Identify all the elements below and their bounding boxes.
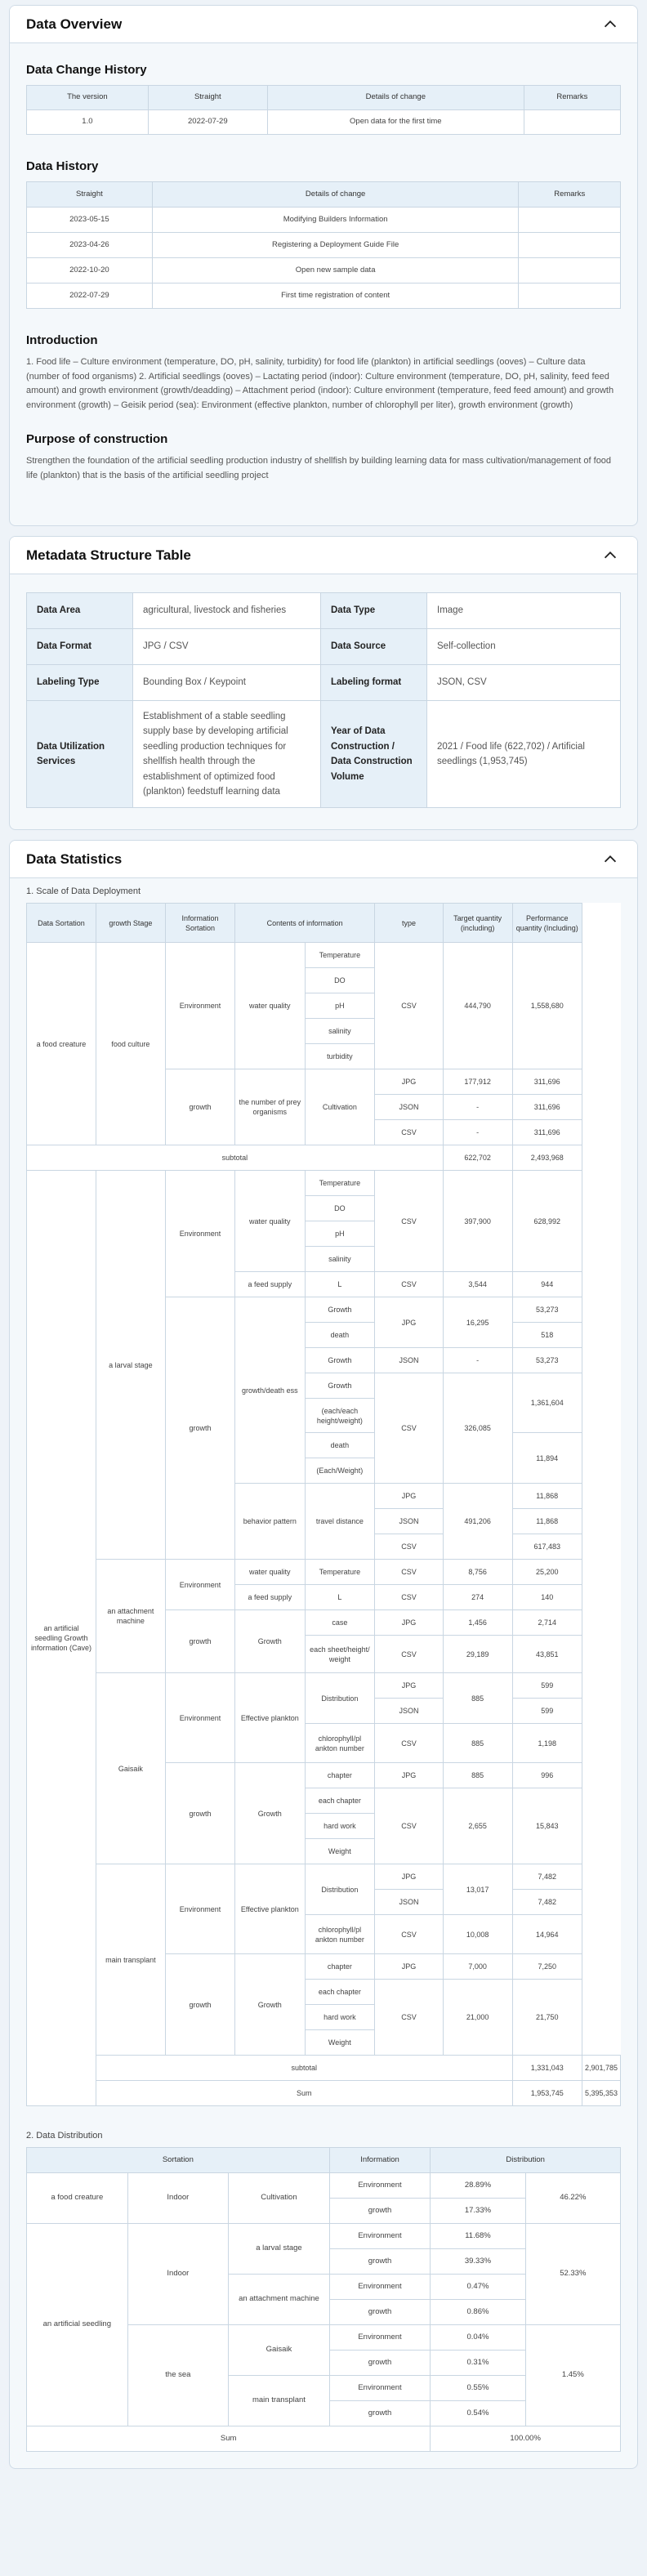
- section-title: Data Overview: [26, 16, 123, 32]
- cell: 599: [512, 1699, 582, 1724]
- cell: growth: [165, 1954, 234, 2056]
- cell: Indoor: [127, 2173, 229, 2224]
- cell: JPG: [375, 1673, 444, 1699]
- cell: food culture: [96, 943, 165, 1145]
- column-header: Details of change: [267, 86, 524, 110]
- cell: 2023-04-26: [27, 233, 153, 258]
- cell: CSV: [375, 1980, 444, 2056]
- cell: L: [305, 1272, 375, 1297]
- cell: JSON: [375, 1890, 444, 1915]
- cell: each chapter: [305, 1980, 375, 2005]
- cell: CSV: [375, 943, 444, 1069]
- subtotal-label: subtotal: [27, 1145, 444, 1171]
- year-value: 2021 / Food life (622,702) / Artificial seedlings (1,953,745): [427, 701, 621, 808]
- cell: JPG: [375, 1954, 444, 1980]
- cell: 885: [443, 1724, 512, 1763]
- cell: main transplant: [96, 1864, 165, 2056]
- cell: a feed supply: [235, 1585, 305, 1610]
- cell: 2,714: [512, 1610, 582, 1636]
- cell: Cultivation: [305, 1069, 375, 1145]
- cell: 397,900: [443, 1171, 512, 1272]
- data-format-label: Data Format: [27, 629, 133, 665]
- cell: 7,482: [512, 1890, 582, 1915]
- data-format-value: JPG / CSV: [133, 629, 321, 665]
- cell: 1.0: [27, 110, 149, 135]
- cell: case: [305, 1610, 375, 1636]
- cell: 2022-10-20: [27, 258, 153, 283]
- scale-caption: 1. Scale of Data Deployment: [26, 886, 141, 897]
- cell: 53,273: [512, 1348, 582, 1373]
- cell: 15,843: [512, 1788, 582, 1864]
- introduction-heading: Introduction: [26, 333, 98, 347]
- cell: [519, 258, 621, 283]
- cell: 52.33%: [525, 2224, 620, 2325]
- cell: water quality: [235, 1171, 305, 1272]
- cell: 11.68%: [431, 2224, 525, 2249]
- cell: JPG: [375, 1484, 444, 1509]
- cell: 2,901,785: [582, 2056, 620, 2081]
- cell: JPG: [375, 1763, 444, 1788]
- cell: Weight: [305, 2030, 375, 2056]
- cell: Environment: [165, 943, 234, 1069]
- cell: Effective plankton: [235, 1864, 305, 1954]
- cell: chapter: [305, 1954, 375, 1980]
- cell: JPG: [375, 1297, 444, 1348]
- cell: 2,655: [443, 1788, 512, 1864]
- cell: 177,912: [443, 1069, 512, 1095]
- column-header: type: [375, 904, 444, 943]
- cell: 326,085: [443, 1373, 512, 1484]
- cell: pH: [305, 993, 375, 1019]
- cell: growth: [329, 2249, 431, 2275]
- column-header: The version: [27, 86, 149, 110]
- cell: chapter: [305, 1763, 375, 1788]
- cell: 10,008: [443, 1915, 512, 1954]
- sum-label: Sum: [27, 2426, 431, 2452]
- cell: 0.54%: [431, 2401, 525, 2426]
- cell: JSON: [375, 1509, 444, 1534]
- cell: JSON: [375, 1348, 444, 1373]
- cell: 1,331,043: [512, 2056, 582, 2081]
- cell: 0.55%: [431, 2376, 525, 2401]
- cell: CSV: [375, 1788, 444, 1864]
- cell: 311,696: [512, 1069, 582, 1095]
- data-overview-header[interactable]: [10, 6, 637, 43]
- cell: JSON: [375, 1699, 444, 1724]
- cell: Registering a Deployment Guide File: [152, 233, 519, 258]
- cell: (Each/Weight): [305, 1458, 375, 1484]
- utilization-value: Establishment of a stable seedling supply base by developing artificial seedling production techniques for shellfish health through the establishment of optimized food (plankton) feedstuff learning data: [133, 701, 321, 808]
- cell: growth: [329, 2199, 431, 2224]
- cell: 944: [512, 1272, 582, 1297]
- cell: (each/each height/weight): [305, 1399, 375, 1433]
- cell: 25,200: [512, 1560, 582, 1585]
- labeling-type-label: Labeling Type: [27, 665, 133, 701]
- cell: Gaisaik: [96, 1673, 165, 1864]
- cell: 996: [512, 1763, 582, 1788]
- cell: CSV: [375, 1915, 444, 1954]
- cell: Environment: [329, 2173, 431, 2199]
- sum-label: Sum: [96, 2081, 512, 2106]
- cell: Gaisaik: [229, 2325, 330, 2376]
- cell: 5,395,353: [582, 2081, 620, 2106]
- cell: 0.47%: [431, 2275, 525, 2300]
- cell: 311,696: [512, 1095, 582, 1120]
- cell: 2,493,968: [512, 1145, 582, 1171]
- cell: 491,206: [443, 1484, 512, 1560]
- labeling-type-value: Bounding Box / Keypoint: [133, 665, 321, 701]
- column-header: Remarks: [519, 182, 621, 208]
- year-label: Year of Data Construction / Data Construction Volume: [321, 701, 427, 808]
- cell: CSV: [375, 1636, 444, 1673]
- cell: water quality: [235, 1560, 305, 1585]
- cell: each sheet/height/ weight: [305, 1636, 375, 1673]
- cell: 100.00%: [431, 2426, 621, 2452]
- cell: 7,250: [512, 1954, 582, 1980]
- data-area-value: agricultural, livestock and fisheries: [133, 593, 321, 629]
- data-overview-card: [9, 5, 638, 526]
- cell: 518: [512, 1323, 582, 1348]
- cell: growth: [165, 1763, 234, 1864]
- scale-table: [26, 903, 621, 2106]
- labeling-format-label: Labeling format: [321, 665, 427, 701]
- change-history-table: [26, 85, 621, 135]
- cell: 274: [443, 1585, 512, 1610]
- cell: -: [443, 1348, 512, 1373]
- cell: [519, 208, 621, 233]
- cell: hard work: [305, 2005, 375, 2030]
- column-header: Data Sortation: [27, 904, 96, 943]
- cell: death: [305, 1323, 375, 1348]
- cell: death: [305, 1433, 375, 1458]
- cell: 140: [512, 1585, 582, 1610]
- column-header: Distribution: [431, 2148, 621, 2173]
- cell: Indoor: [127, 2224, 229, 2325]
- cell: an artificial seedling Growth information (Cave): [27, 1171, 96, 2106]
- cell: 1,456: [443, 1610, 512, 1636]
- table-row: [27, 110, 621, 135]
- cell: CSV: [375, 1373, 444, 1484]
- subtotal-label: subtotal: [96, 2056, 512, 2081]
- table-row: [27, 233, 621, 258]
- cell: CSV: [375, 1120, 444, 1145]
- data-source-value: Self-collection: [427, 629, 621, 665]
- cell: 29,189: [443, 1636, 512, 1673]
- cell: a feed supply: [235, 1272, 305, 1297]
- data-type-value: Image: [427, 593, 621, 629]
- metadata-card: [9, 536, 638, 830]
- cell: an attachment machine: [96, 1560, 165, 1673]
- table-row: [27, 208, 621, 233]
- cell: water quality: [235, 943, 305, 1069]
- cell: 1,558,680: [512, 943, 582, 1069]
- cell: 2023-05-15: [27, 208, 153, 233]
- metadata-header[interactable]: [10, 537, 637, 574]
- history-table: [26, 181, 621, 309]
- cell: Temperature: [305, 943, 375, 968]
- cell: 628,992: [512, 1171, 582, 1272]
- cell: Environment: [165, 1673, 234, 1763]
- cell: Effective plankton: [235, 1673, 305, 1763]
- cell: CSV: [375, 1560, 444, 1585]
- cell: L: [305, 1585, 375, 1610]
- cell: Environment: [165, 1560, 234, 1610]
- cell: CSV: [375, 1724, 444, 1763]
- cell: [519, 233, 621, 258]
- cell: 7,000: [443, 1954, 512, 1980]
- cell: 2022-07-29: [27, 283, 153, 309]
- cell: growth: [165, 1297, 234, 1560]
- cell: growth: [165, 1610, 234, 1673]
- cell: Growth: [235, 1763, 305, 1864]
- cell: Growth: [235, 1610, 305, 1673]
- cell: 11,868: [512, 1484, 582, 1509]
- cell: Growth: [305, 1373, 375, 1399]
- chevron-up-icon[interactable]: [601, 16, 619, 33]
- table-row: [27, 283, 621, 309]
- cell: Environment: [165, 1171, 234, 1297]
- cell: chlorophyll/pl ankton number: [305, 1724, 375, 1763]
- cell: [524, 110, 620, 135]
- column-header: Contents of information: [235, 904, 375, 943]
- cell: an attachment machine: [229, 2275, 330, 2325]
- cell: 16,295: [443, 1297, 512, 1348]
- cell: 39.33%: [431, 2249, 525, 2275]
- cell: Distribution: [305, 1673, 375, 1724]
- distribution-caption: 2. Data Distribution: [26, 2131, 103, 2141]
- cell: the number of prey organisms: [235, 1069, 305, 1145]
- cell: the sea: [127, 2325, 229, 2426]
- cell: 444,790: [443, 943, 512, 1069]
- cell: 46.22%: [525, 2173, 620, 2224]
- cell: 7,482: [512, 1864, 582, 1890]
- cell: 1,361,604: [512, 1373, 582, 1433]
- cell: a larval stage: [96, 1171, 165, 1560]
- cell: CSV: [375, 1534, 444, 1560]
- cell: JSON: [375, 1095, 444, 1120]
- cell: 0.86%: [431, 2300, 525, 2325]
- cell: 885: [443, 1763, 512, 1788]
- cell: DO: [305, 1196, 375, 1221]
- purpose-text: Strengthen the foundation of the artificial seedling production industry of shellfish by building learning data for mass cultivation/management of food life (plankton) that is the basis of the artificial seedling project: [26, 456, 612, 480]
- cell: -: [443, 1095, 512, 1120]
- cell: 0.31%: [431, 2351, 525, 2376]
- cell: CSV: [375, 1585, 444, 1610]
- cell: Growth: [305, 1297, 375, 1323]
- utilization-label: Data Utilization Services: [27, 701, 133, 808]
- cell: Growth: [305, 1348, 375, 1373]
- cell: 11,868: [512, 1509, 582, 1534]
- column-header: Target quantity (including): [443, 904, 512, 943]
- cell: 17.33%: [431, 2199, 525, 2224]
- cell: 617,483: [512, 1534, 582, 1560]
- cell: pH: [305, 1221, 375, 1247]
- cell: main transplant: [229, 2376, 330, 2426]
- column-header: Straight: [148, 86, 267, 110]
- cell: Temperature: [305, 1171, 375, 1196]
- history-heading: Data History: [26, 159, 99, 173]
- cell: Weight: [305, 1839, 375, 1864]
- cell: Environment: [329, 2275, 431, 2300]
- cell: 21,000: [443, 1980, 512, 2056]
- distribution-table: [26, 2147, 621, 2452]
- cell: Cultivation: [229, 2173, 330, 2224]
- cell: behavior pattern: [235, 1484, 305, 1560]
- cell: 885: [443, 1673, 512, 1724]
- cell: Environment: [329, 2325, 431, 2351]
- cell: 599: [512, 1673, 582, 1699]
- statistics-header[interactable]: [10, 841, 637, 878]
- cell: JPG: [375, 1069, 444, 1095]
- cell: [519, 283, 621, 309]
- cell: growth: [165, 1069, 234, 1145]
- table-row: [27, 258, 621, 283]
- cell: Environment: [329, 2224, 431, 2249]
- column-header: Information Sortation: [165, 904, 234, 943]
- cell: -: [443, 1120, 512, 1145]
- cell: a food creature: [27, 2173, 128, 2224]
- cell: an artificial seedling: [27, 2224, 128, 2426]
- cell: 8,756: [443, 1560, 512, 1585]
- cell: Open new sample data: [152, 258, 519, 283]
- cell: a food creature: [27, 943, 96, 1145]
- column-header: Remarks: [524, 86, 620, 110]
- metadata-table: [26, 592, 621, 808]
- cell: 1,198: [512, 1724, 582, 1763]
- cell: 311,696: [512, 1120, 582, 1145]
- data-source-label: Data Source: [321, 629, 427, 665]
- cell: DO: [305, 968, 375, 993]
- cell: growth: [329, 2401, 431, 2426]
- cell: CSV: [375, 1272, 444, 1297]
- cell: JPG: [375, 1610, 444, 1636]
- cell: 622,702: [443, 1145, 512, 1171]
- cell: chlorophyll/pl ankton number: [305, 1915, 375, 1954]
- cell: 1,953,745: [512, 2081, 582, 2106]
- chevron-up-icon[interactable]: [601, 850, 619, 868]
- change-history-heading: Data Change History: [26, 63, 147, 77]
- cell: 13,017: [443, 1864, 512, 1915]
- cell: 53,273: [512, 1297, 582, 1323]
- column-header: Performance quantity (Including): [512, 904, 582, 943]
- purpose-heading: Purpose of construction: [26, 432, 168, 447]
- cell: salinity: [305, 1247, 375, 1272]
- cell: CSV: [375, 1171, 444, 1272]
- cell: 11,894: [512, 1433, 582, 1484]
- cell: Open data for the first time: [267, 110, 524, 135]
- cell: hard work: [305, 1814, 375, 1839]
- column-header: Sortation: [27, 2148, 330, 2173]
- chevron-up-icon[interactable]: [601, 547, 619, 565]
- cell: 21,750: [512, 1980, 582, 2056]
- section-title: Data Statistics: [26, 850, 123, 867]
- cell: 0.04%: [431, 2325, 525, 2351]
- cell: a larval stage: [229, 2224, 330, 2275]
- cell: each chapter: [305, 1788, 375, 1814]
- data-area-label: Data Area: [27, 593, 133, 629]
- cell: Growth: [235, 1954, 305, 2056]
- cell: growth: [329, 2351, 431, 2376]
- cell: growth: [329, 2300, 431, 2325]
- cell: salinity: [305, 1019, 375, 1044]
- cell: 28.89%: [431, 2173, 525, 2199]
- statistics-card: [9, 840, 638, 2469]
- data-type-label: Data Type: [321, 593, 427, 629]
- cell: 3,544: [443, 1272, 512, 1297]
- cell: travel distance: [305, 1484, 375, 1560]
- section-title: Metadata Structure Table: [26, 547, 191, 563]
- cell: JPG: [375, 1864, 444, 1890]
- labeling-format-value: JSON, CSV: [427, 665, 621, 701]
- cell: Environment: [165, 1864, 234, 1954]
- column-header: Information: [329, 2148, 431, 2173]
- introduction-text: 1. Food life – Culture environment (temperature, DO, pH, salinity, turbidity) for food life (plankton) in artificial seedlings (ooves) – Culture data (number of food organisms) 2. Artificial seedlings (ooves) – Lactating period (indoor): Culture environment (temperature, DO, pH, salinity, feed feed amount) and growth environment (growth/deadding) – Attachment period (indoor): Culture environment (temperature, feed feed amount) and growth environment (growth) – Geisik period (sea): Environment (effective plankton, number of chlorophyll per liter), growth environment (growth): [26, 357, 614, 410]
- column-header: growth Stage: [96, 904, 165, 943]
- cell: turbidity: [305, 1044, 375, 1069]
- cell: Modifying Builders Information: [152, 208, 519, 233]
- cell: growth/death ess: [235, 1297, 305, 1484]
- cell: 2022-07-29: [148, 110, 267, 135]
- cell: 14,964: [512, 1915, 582, 1954]
- cell: 43,851: [512, 1636, 582, 1673]
- cell: Environment: [329, 2376, 431, 2401]
- cell: Temperature: [305, 1560, 375, 1585]
- cell: 1.45%: [525, 2325, 620, 2426]
- column-header: Details of change: [152, 182, 519, 208]
- cell: First time registration of content: [152, 283, 519, 309]
- cell: Distribution: [305, 1864, 375, 1915]
- column-header: Straight: [27, 182, 153, 208]
